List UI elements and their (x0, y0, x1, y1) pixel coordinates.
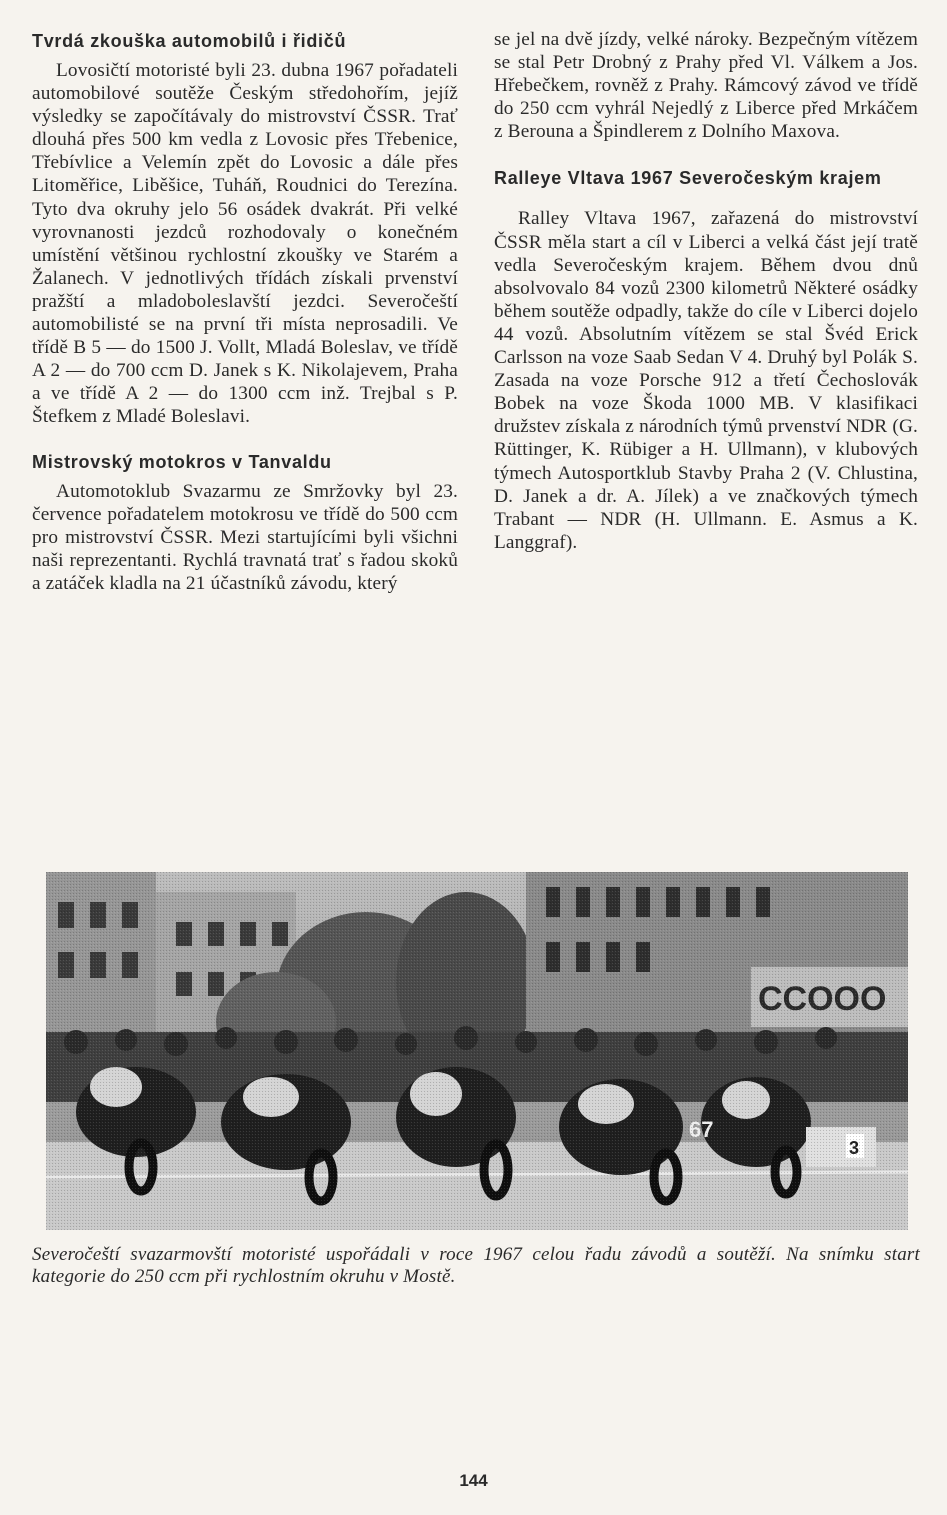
article-body-mistrovsky-motokros: Automotoklub Svazarmu ze Smržovky byl 23. července pořadatelem motokrosu ve třídě do 500 ccm pro mistrovství ČSSR. Mezi startujícími byli všichni naši reprezentanti. Rychlá travnatá trať s řadou skoků a zatáček kladla na 21 účastníků závodu, který (32, 480, 458, 594)
article-heading-tvrda-zkouska: Tvrdá zkouška automobilů i řidičů (32, 31, 347, 51)
photo-caption: Severočeští svazarmovští motoristé uspořádali v roce 1967 celou řadu závodů a soutěží. Na snímku start kategorie do 250 ccm při rychlostním okruhu v Mostě. (32, 1244, 920, 1287)
race-photo-illustration (46, 872, 908, 1230)
photo-motorcycle-race-start (46, 872, 908, 1230)
page-number: 144 (459, 1471, 488, 1490)
left-column (32, 28, 458, 595)
right-column (494, 28, 918, 554)
article-body-tvrda-zkouska: Lovosičtí motoristé byli 23. dubna 1967 pořadateli automobilové soutěže Českým středohořím, jejíž výsledky se započítávaly do mistrovství ČSSR. Trať dlouhá přes 500 km vedla z Lovosic přes Třebenice, Třebívlice a Velemín zpět do Lovosic a dále přes Litoměřice, Liběšice, Tuháň, Roudnici do Terezína. Tyto dva okruhy jelo 56 osádek dvakrát. Při velké vyrovnanosti jezdců rozhodovaly o konečném umístění většinou rychlostní zkoušky ve Starém a Žalanech. V jednotlivých třídách získali prvenství pražští a mladoboleslavští jezdci. Severočeští automobilisté se na první tři místa neprosadili. Ve třídě B 5 — do 1500 J. Vollt, Mladá Boleslav, ve třídě A 2 — do 700 ccm D. Janek s K. Nikolajevem, Praha a ve třídě A 2 — do 1300 ccm inž. Trejbal s P. Štefkem z Mladé Boleslavi. (32, 60, 458, 428)
article-body-motokros-continued: se jel na dvě jízdy, velké nároky. Bezpečným vítězem se stal Petr Drobný z Prahy před Vl. Válkem a Jos. Hřebečkem, rovněž z Prahy. Rámcový závod ve třídě do 250 ccm vyhrál Nejedlý z Liberce před Mrkáčem z Berouna a Špindlerem z Dolního Maxova. (494, 29, 918, 143)
article-heading-mistrovsky-motokros: Mistrovský motokros v Tanvaldu (32, 451, 332, 472)
article-body-ralleye-vltava: Ralley Vltava 1967, zařazená do mistrovství ČSSR měla start a cíl v Liberci a velká část její tratě vedla Severočeským krajem. Během dvou dnů absolvovalo 84 vozů 2300 kilometrů Některé osádky během soutěže odpadly, takže do cíle v Liberci dojelo 44 vozů. Absolutním vítězem se stal Švéd Erick Carlsson na voze Saab Sedan V 4. Druhý byl Polák S. Zasada na voze Porsche 912 a třetí Čechoslovák Bobek na voze Škoda 1000 MB. V klasifikaci družstev získala z národních týmů prvenství NDR (G. Rüttinger, K. Rübiger a H. Ullmann), v klubových týmech Autosportklub Stavby Praha 2 (V. Chlustina, D. Janek a dr. A. Jílek) a ve značkových týmech Trabant — NDR (H. Ullmann. E. Asmus a K. Langgraf). (494, 208, 918, 553)
article-heading-ralleye-vltava: Ralleye Vltava 1967 Severočeským krajem (494, 168, 882, 189)
